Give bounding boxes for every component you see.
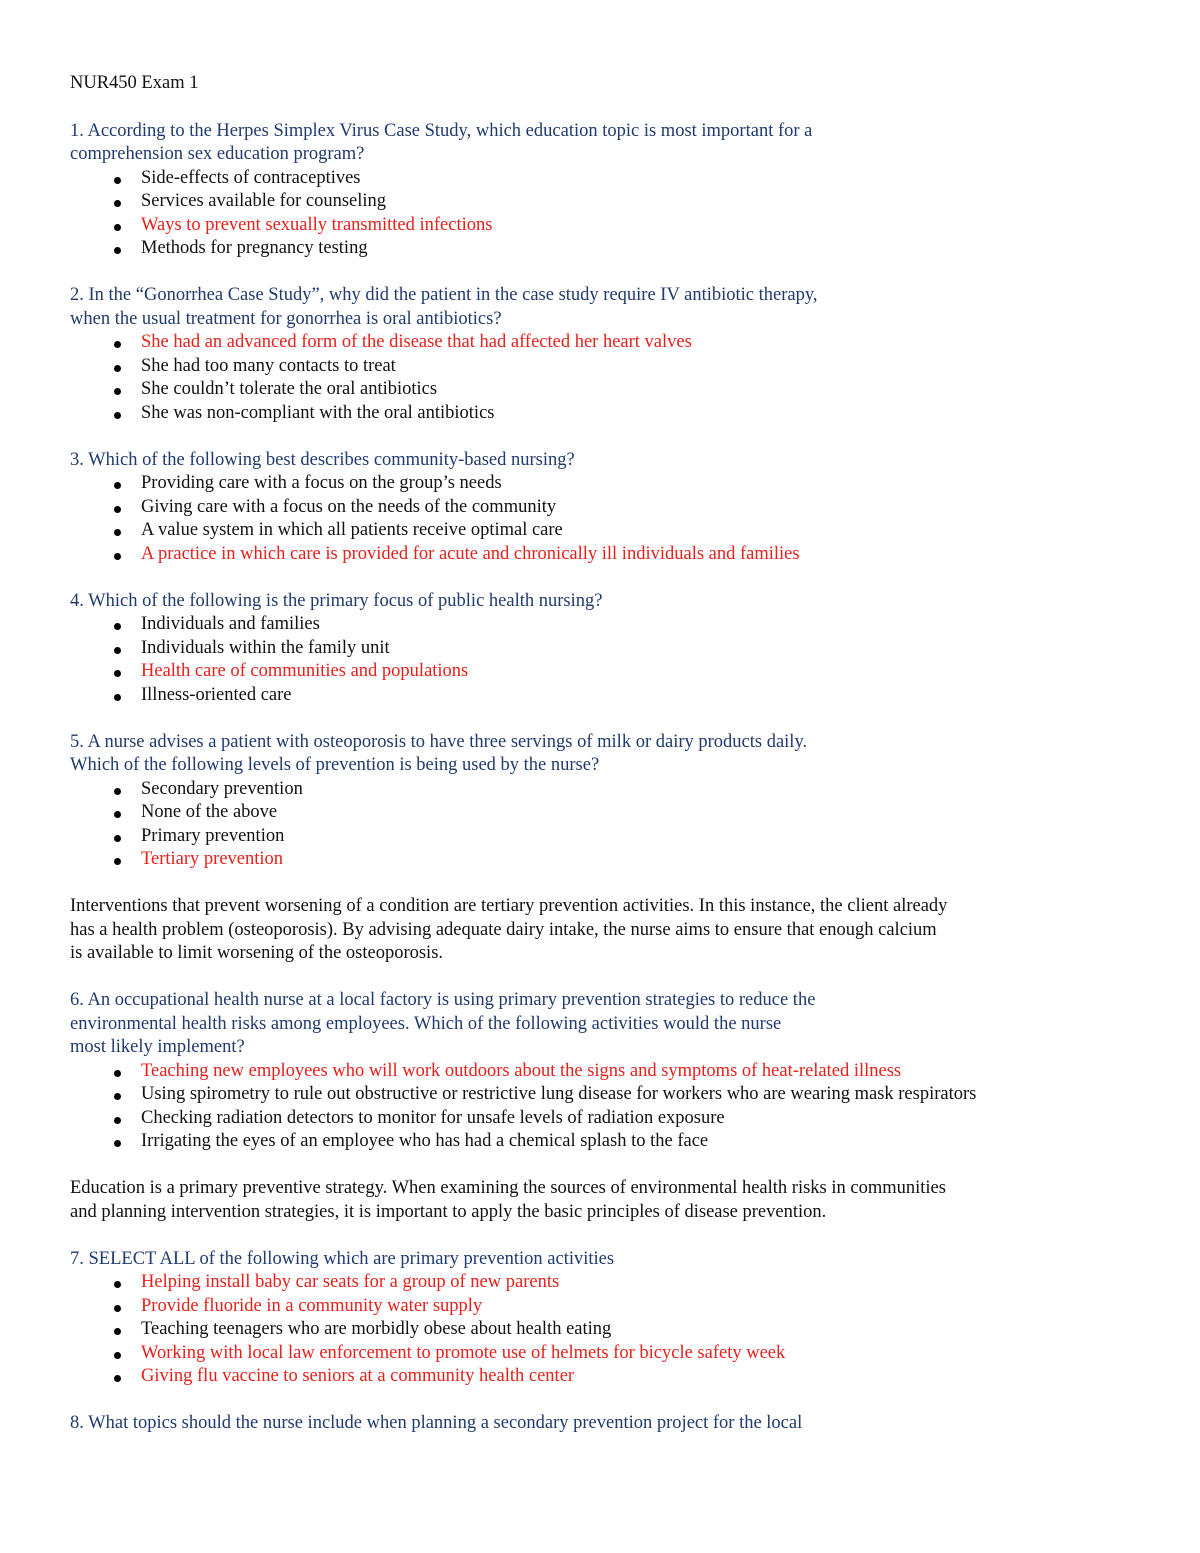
option-text: Working with local law enforcement to promote use of helmets for bicycle safety week	[141, 1342, 786, 1363]
bullet-icon	[114, 1305, 121, 1312]
answer-option	[70, 778, 1160, 802]
answer-option	[70, 1271, 1160, 1295]
bullet-icon	[114, 858, 121, 865]
bullet-icon	[114, 224, 121, 231]
question-6	[70, 989, 1160, 1154]
answer-option	[70, 684, 1160, 708]
bullet-icon	[114, 835, 121, 842]
exam-document	[70, 72, 1160, 1459]
bullet-icon	[114, 388, 121, 395]
bullet-icon	[114, 1328, 121, 1335]
option-text: Primary prevention	[141, 825, 285, 846]
answer-option	[70, 1318, 1160, 1342]
option-text: Side-effects of contraceptives	[141, 167, 361, 188]
option-text: Methods for pregnancy testing	[141, 238, 368, 258]
question-5-explanation: Interventions that prevent worsening of a condition are tertiary prevention activities. In this instance, the client already has a health problem (osteoporosis). By advising adequate dairy intake, the nurse aims to ensure that enough calcium is available to limit worsening of the osteoporosis.	[70, 896, 948, 963]
option-text: Helping install baby car seats for a group of new parents	[141, 1272, 560, 1292]
answer-option	[70, 801, 1160, 825]
bullet-icon	[114, 1093, 121, 1100]
answer-option	[70, 1130, 1160, 1154]
question-3-options	[70, 472, 1160, 566]
bullet-icon	[114, 647, 121, 654]
question-1-text: 1. According to the Herpes Simplex Virus Case Study, which education topic is most important for a comprehension sex education program?	[70, 120, 813, 164]
bullet-icon	[114, 811, 121, 818]
answer-option	[70, 331, 1160, 355]
option-text: Using spirometry to rule out obstructive or restrictive lung disease for workers who are wearing mask respirators	[141, 1084, 977, 1104]
answer-option	[70, 825, 1160, 849]
bullet-icon	[114, 177, 121, 184]
answer-option	[70, 848, 1160, 872]
question-5-text: 5. A nurse advises a patient with osteoporosis to have three servings of milk or dairy products daily. Which of the following levels of prevention is being used by the nurse?	[70, 731, 808, 775]
option-text: She had an advanced form of the disease that had affected her heart valves	[141, 332, 692, 352]
bullet-icon	[114, 1140, 121, 1147]
question-8-text: 8. What topics should the nurse include when planning a secondary prevention project for the local	[70, 1413, 803, 1433]
bullet-icon	[114, 247, 121, 254]
bullet-icon	[114, 341, 121, 348]
answer-option	[70, 472, 1160, 496]
answer-option	[70, 237, 1160, 261]
question-6-options	[70, 1060, 1160, 1154]
option-text: Individuals and families	[141, 614, 320, 634]
bullet-icon	[114, 694, 121, 701]
option-text: Individuals within the family unit	[141, 637, 390, 658]
answer-option	[70, 519, 1160, 543]
option-text: None of the above	[141, 802, 278, 822]
option-text: A value system in which all patients receive optimal care	[141, 520, 563, 540]
option-text: Tertiary prevention	[141, 849, 284, 869]
option-text: Giving flu vaccine to seniors at a community health center	[141, 1366, 575, 1386]
question-1	[70, 120, 1160, 261]
bullet-icon	[114, 200, 121, 207]
question-8	[70, 1412, 1160, 1436]
answer-option	[70, 496, 1160, 520]
question-7-text: 7. SELECT ALL of the following which are primary prevention activities	[70, 1248, 615, 1269]
question-1-options	[70, 167, 1160, 261]
option-text: Services available for counseling	[141, 191, 387, 211]
option-text: Provide fluoride in a community water supply	[141, 1295, 483, 1316]
answer-option	[70, 543, 1160, 567]
option-text: Teaching new employees who will work outdoors about the signs and symptoms of heat-related illness	[141, 1060, 902, 1081]
bullet-icon	[114, 365, 121, 372]
question-6-text: 6. An occupational health nurse at a local factory is using primary prevention strategies to reduce the environmental health risks among employees. Which of the following activities would the nurse most likely implement?	[70, 990, 816, 1057]
answer-option	[70, 214, 1160, 238]
bullet-icon	[114, 623, 121, 630]
bullet-icon	[114, 1117, 121, 1124]
document-title: NUR450 Exam 1	[70, 73, 199, 93]
question-5	[70, 731, 1160, 872]
bullet-icon	[114, 1352, 121, 1359]
answer-option	[70, 190, 1160, 214]
question-4-options	[70, 613, 1160, 707]
bullet-icon	[114, 553, 121, 560]
question-6-explanation: Education is a primary preventive strategy. When examining the sources of environmental health risks in communities and planning intervention strategies, it is important to apply the basic principles of disease prevention.	[70, 1178, 946, 1222]
option-text: She had too many contacts to treat	[141, 355, 396, 376]
answer-option	[70, 1083, 1160, 1107]
bullet-icon	[114, 529, 121, 536]
bullet-icon	[114, 670, 121, 677]
question-3-text: 3. Which of the following best describes community-based nursing?	[70, 449, 575, 470]
answer-option	[70, 1342, 1160, 1366]
question-5-options	[70, 778, 1160, 872]
question-2-options	[70, 331, 1160, 425]
answer-option	[70, 1060, 1160, 1084]
answer-option	[70, 637, 1160, 661]
bullet-icon	[114, 1070, 121, 1077]
answer-option	[70, 660, 1160, 684]
bullet-icon	[114, 412, 121, 419]
question-3	[70, 449, 1160, 567]
bullet-icon	[114, 788, 121, 795]
answer-option	[70, 402, 1160, 426]
option-text: Irrigating the eyes of an employee who has had a chemical splash to the face	[141, 1131, 709, 1151]
answer-option	[70, 613, 1160, 637]
option-text: Health care of communities and populations	[141, 661, 469, 681]
option-text: She was non-compliant with the oral antibiotics	[141, 402, 495, 423]
answer-option	[70, 1107, 1160, 1131]
option-text: Giving care with a focus on the needs of the community	[141, 496, 557, 517]
bullet-icon	[114, 506, 121, 513]
question-7	[70, 1248, 1160, 1389]
option-text: Checking radiation detectors to monitor for unsafe levels of radiation exposure	[141, 1107, 725, 1128]
question-4	[70, 590, 1160, 708]
option-text: She couldn’t tolerate the oral antibiotics	[141, 379, 438, 399]
question-4-text: 4. Which of the following is the primary focus of public health nursing?	[70, 590, 603, 611]
answer-option	[70, 355, 1160, 379]
question-7-options	[70, 1271, 1160, 1389]
option-text: Teaching teenagers who are morbidly obese about health eating	[141, 1319, 612, 1339]
bullet-icon	[114, 1281, 121, 1288]
option-text: Secondary prevention	[141, 778, 303, 799]
question-2-text: 2. In the “Gonorrhea Case Study”, why did the patient in the case study require IV antibiotic therapy, when the usual treatment for gonorrhea is oral antibiotics?	[70, 285, 818, 329]
option-text: A practice in which care is provided for acute and chronically ill individuals and families	[141, 543, 800, 564]
option-text: Providing care with a focus on the group’s needs	[141, 473, 502, 493]
answer-option	[70, 167, 1160, 191]
bullet-icon	[114, 482, 121, 489]
answer-option	[70, 1365, 1160, 1389]
option-text: Illness-oriented care	[141, 684, 292, 705]
option-text: Ways to prevent sexually transmitted infections	[141, 214, 493, 235]
question-2	[70, 284, 1160, 425]
bullet-icon	[114, 1375, 121, 1382]
answer-option	[70, 1295, 1160, 1319]
answer-option	[70, 378, 1160, 402]
